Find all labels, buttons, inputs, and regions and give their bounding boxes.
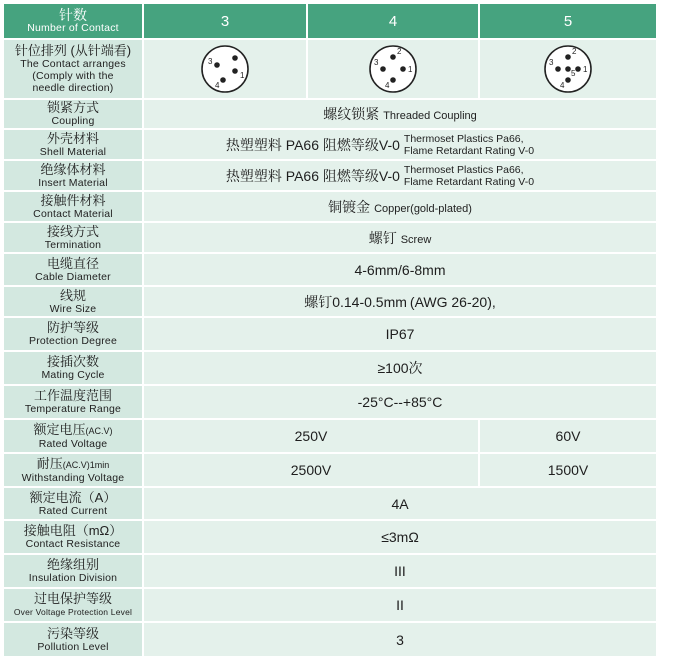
- overvoltage-label-zh: 过电保护等级: [33, 591, 112, 606]
- cable-label-en: Cable Diameter: [35, 270, 111, 283]
- current-label-cell: [4, 488, 142, 519]
- temperature-label-zh: 工作温度范围: [33, 388, 112, 403]
- current-label-zh: 额定电流（A）: [29, 489, 117, 505]
- pollution-label-zh: 污染等级: [46, 625, 99, 641]
- header-label-cell: [4, 4, 142, 38]
- shell-value-cell: [144, 130, 656, 159]
- pin4-label-2: 2: [397, 47, 402, 56]
- wire-label-cell: [4, 287, 142, 316]
- temperature-value: -25°C--+85°C: [357, 394, 443, 410]
- shell-value-en: [404, 133, 534, 157]
- coupling-value-cell: [144, 100, 656, 128]
- insert-value-en-line1: Thermoset Plastics Pa66,: [403, 163, 524, 176]
- pin3-label-1: 1: [240, 71, 245, 80]
- insulation-value: III: [394, 563, 406, 579]
- voltage-label-en: Rated Voltage: [38, 437, 108, 450]
- header-col-5: [480, 4, 656, 38]
- insert-value-en-line2: Flame Retardant Rating V-0: [403, 175, 535, 188]
- pin-diagram-4: [363, 42, 423, 96]
- arrange-label-en2: (Comply with the: [32, 70, 114, 82]
- pin3-label-4: 4: [215, 81, 220, 90]
- withstand-label-cell: [4, 454, 142, 486]
- mating-label-zh: 接插次数: [46, 354, 99, 369]
- voltage-value-5: 60V: [555, 428, 581, 444]
- termination-label-en: Termination: [44, 238, 102, 251]
- insert-value-zh: 热塑塑料 PA66 阻燃等级V-0: [225, 167, 400, 184]
- header-label-zh: 针数: [59, 7, 87, 23]
- protection-label-zh: 防护等级: [46, 320, 99, 335]
- contact-value-zh: 铜镀金: [328, 198, 371, 215]
- temperature-label-en: Temperature Range: [24, 403, 122, 415]
- protection-value-cell: [144, 318, 656, 350]
- voltage-label-unit: (AC.V): [85, 425, 113, 436]
- withstand-value-34: 2500V: [290, 462, 332, 478]
- pin-diagram-4-cell: [308, 40, 478, 98]
- mating-value-cell: [144, 352, 656, 384]
- coupling-value-zh: 螺纹锁紧: [323, 106, 380, 122]
- current-value-cell: [144, 488, 656, 519]
- overvoltage-value: II: [396, 597, 404, 613]
- protection-label-cell: [4, 318, 142, 350]
- header-col-5-text: 5: [563, 12, 573, 30]
- mating-label-cell: [4, 352, 142, 384]
- pin-diagram-5: [538, 42, 598, 96]
- shell-label-en: Shell Material: [39, 145, 107, 158]
- resistance-label-cell: [4, 521, 142, 553]
- pin5-label-5: 5: [571, 69, 576, 78]
- pollution-label-en: Pollution Level: [37, 640, 109, 653]
- header-label-en: Number of Contact: [27, 22, 119, 34]
- current-value: 4A: [391, 495, 409, 512]
- header-col-3: [144, 4, 306, 38]
- cable-label-cell: [4, 254, 142, 285]
- voltage-label-zh: [33, 423, 112, 438]
- termination-value-en: Screw: [400, 233, 432, 246]
- shell-value-en-line2: Flame Retardant Rating V-0: [403, 144, 535, 157]
- insulation-label-cell: [4, 555, 142, 587]
- insert-value-en: [404, 164, 534, 188]
- pin-diagram-3: [195, 42, 255, 96]
- shell-value-en-line1: Thermoset Plastics Pa66,: [403, 132, 524, 145]
- wire-value-awg: (AWG 26-20),: [409, 293, 496, 310]
- withstand-value-5-cell: [480, 454, 656, 486]
- insert-label-cell: [4, 161, 142, 190]
- pin3-label-3: 3: [208, 57, 213, 66]
- overvoltage-value-cell: [144, 589, 656, 621]
- temperature-value-cell: [144, 386, 656, 418]
- coupling-label-zh: 锁紧方式: [46, 100, 99, 115]
- termination-label-cell: [4, 223, 142, 252]
- cable-value-cell: [144, 254, 656, 285]
- voltage-label-zh-text: 额定电压: [33, 421, 86, 437]
- contact-value-en: Copper(gold-plated): [374, 202, 472, 215]
- pin4-label-4: 4: [385, 81, 390, 90]
- wire-value: 螺钉0.14-0.5mm: [304, 293, 407, 310]
- resistance-value-cell: [144, 521, 656, 553]
- wire-value-cell: [144, 287, 656, 316]
- withstand-value-34-cell: [144, 454, 478, 486]
- cable-label-zh: 电缆直径: [46, 255, 99, 271]
- mating-label-en: Mating Cycle: [41, 369, 105, 381]
- pin4-label-3: 3: [374, 58, 379, 67]
- withstand-label-unit: (AC.V)1min: [62, 459, 110, 470]
- insulation-label-en: Insulation Division: [28, 572, 118, 584]
- arrange-label-en3: needle direction): [32, 82, 114, 94]
- pin4-label-1: 1: [408, 65, 413, 74]
- contact-label-cell: [4, 192, 142, 221]
- insert-label-zh: 绝缘体材料: [40, 161, 106, 177]
- arrange-label-cell: [4, 40, 142, 98]
- withstand-label-zh: [37, 457, 110, 472]
- withstand-label-zh-text: 耐压: [36, 455, 63, 471]
- wire-label-en: Wire Size: [49, 302, 97, 315]
- pin-diagram-5-cell: [480, 40, 656, 98]
- pollution-label-cell: [4, 623, 142, 656]
- contact-label-en: Contact Material: [33, 207, 113, 220]
- insulation-label-zh: 绝缘组别: [46, 557, 99, 572]
- termination-value-zh: 螺钉: [368, 229, 397, 246]
- pin-diagram-3-cell: [144, 40, 306, 98]
- resistance-label-zh: 接触电阻（mΩ）: [23, 523, 123, 538]
- pin5-label-4: 4: [560, 81, 565, 90]
- header-col-4: [308, 4, 478, 38]
- voltage-value-34-cell: [144, 420, 478, 452]
- withstand-value-5: 1500V: [547, 462, 589, 478]
- insulation-value-cell: [144, 555, 656, 587]
- pin5-label-3: 3: [549, 58, 554, 67]
- voltage-value-34: 250V: [294, 428, 328, 444]
- coupling-value-en: Threaded Coupling: [383, 110, 477, 122]
- contact-label-zh: 接触件材料: [40, 192, 106, 208]
- header-col-3-text: 3: [220, 12, 230, 30]
- insert-value-cell: [144, 161, 656, 190]
- overvoltage-label-en: Over Voltage Protection Level: [13, 607, 133, 617]
- arrange-label-en1: The Contact arranges: [20, 58, 126, 70]
- mating-value: ≥100次: [377, 360, 423, 376]
- arrange-label-zh: 针位排列 (从针端看): [14, 43, 132, 58]
- pin5-label-1: 1: [583, 65, 588, 74]
- withstand-label-en: Withstanding Voltage: [21, 471, 125, 484]
- termination-label-zh: 接线方式: [46, 223, 99, 239]
- resistance-value: ≤3mΩ: [381, 529, 419, 545]
- pin5-label-2: 2: [572, 47, 577, 56]
- shell-label-cell: [4, 130, 142, 159]
- header-col-4-text: 4: [388, 12, 398, 30]
- wire-label-zh: 线规: [59, 287, 86, 303]
- overvoltage-label-cell: [4, 589, 142, 621]
- pollution-value-cell: [144, 623, 656, 656]
- termination-value-cell: [144, 223, 656, 252]
- shell-label-zh: 外壳材料: [46, 130, 99, 146]
- protection-label-en: Protection Degree: [28, 335, 118, 347]
- protection-value: IP67: [385, 326, 415, 342]
- contact-value-cell: [144, 192, 656, 221]
- pollution-value: 3: [396, 631, 404, 648]
- cable-value: 4-6mm/6-8mm: [354, 261, 446, 278]
- temperature-label-cell: [4, 386, 142, 418]
- voltage-value-5-cell: [480, 420, 656, 452]
- current-label-en: Rated Current: [38, 504, 108, 517]
- coupling-label-cell: [4, 100, 142, 128]
- resistance-label-en: Contact Resistance: [25, 538, 121, 550]
- coupling-label-en: Coupling: [51, 115, 95, 127]
- shell-value-zh: 热塑塑料 PA66 阻燃等级V-0: [225, 136, 400, 153]
- voltage-label-cell: [4, 420, 142, 452]
- insert-label-en: Insert Material: [38, 176, 108, 189]
